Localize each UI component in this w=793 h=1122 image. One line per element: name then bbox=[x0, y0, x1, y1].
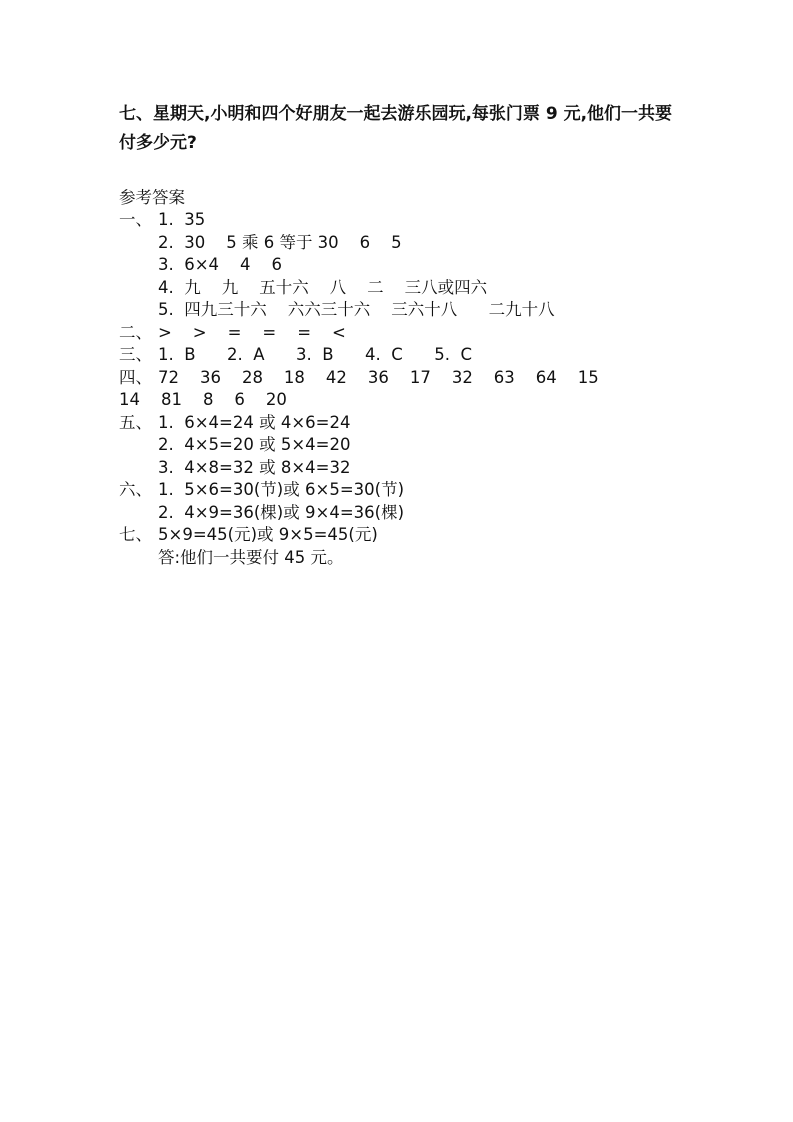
answer-text: 5. 四九三十六 六六三十六 三六十八 二九十八 bbox=[158, 300, 555, 319]
section-prefix: 七、 bbox=[119, 525, 152, 544]
answer-text: 2. 30 5 乘 6 等于 30 6 5 bbox=[158, 232, 402, 252]
answer-line bbox=[119, 412, 599, 435]
answer-line bbox=[119, 479, 599, 502]
answer-text: 答:他们一共要付 45 元。 bbox=[158, 547, 344, 567]
section-prefix: 二、 bbox=[119, 322, 152, 342]
answer-line bbox=[119, 434, 599, 457]
answer-line bbox=[119, 524, 599, 547]
answer-text: 1. 5×6=30(节)或 6×5=30(节) bbox=[158, 480, 405, 499]
answer-text: 14 81 8 6 20 bbox=[119, 390, 287, 409]
answer-line bbox=[119, 277, 599, 300]
answer-line bbox=[119, 367, 599, 390]
answer-text: 2. 4×5=20 或 5×4=20 bbox=[158, 435, 351, 454]
answer-line bbox=[119, 547, 599, 570]
section-prefix: 一、 bbox=[119, 210, 152, 229]
answer-line bbox=[119, 502, 599, 525]
answer-text: > > = = = < bbox=[158, 322, 346, 342]
answer-line bbox=[119, 209, 599, 232]
answer-text: 1. B 2. A 3. B 4. C 5. C bbox=[158, 345, 473, 364]
answer-text: 2. 4×9=36(棵)或 9×4=36(棵) bbox=[158, 502, 405, 522]
question-text: 七、星期天,小明和四个好朋友一起去游乐园玩,每张门票 9 元,他们一共要付多少元? bbox=[119, 104, 673, 153]
answer-key-title: 参考答案 bbox=[119, 188, 185, 207]
answer-text: 1. 6×4=24 或 4×6=24 bbox=[158, 412, 351, 432]
answer-line bbox=[119, 232, 599, 255]
answer-text: 5×9=45(元)或 9×5=45(元) bbox=[158, 525, 378, 544]
section-prefix: 三、 bbox=[119, 345, 152, 364]
section-prefix: 四、 bbox=[119, 367, 152, 387]
answer-line bbox=[119, 389, 599, 412]
answer-line bbox=[119, 344, 599, 367]
section-prefix: 五、 bbox=[119, 412, 152, 432]
answer-text: 3. 6×4 4 6 bbox=[158, 255, 283, 274]
answer-key bbox=[119, 186, 599, 569]
answer-text: 3. 4×8=32 或 8×4=32 bbox=[158, 457, 351, 477]
answer-line bbox=[119, 457, 599, 480]
answer-line bbox=[119, 322, 599, 345]
answer-text: 1. 35 bbox=[158, 210, 206, 229]
answer-text: 72 36 28 18 42 36 17 32 63 64 15 bbox=[158, 367, 599, 387]
answer-text: 4. 九 九 五十六 八 二 三八或四六 bbox=[158, 277, 488, 297]
answer-line bbox=[119, 299, 599, 322]
answer-line bbox=[119, 254, 599, 277]
section-prefix: 六、 bbox=[119, 480, 152, 499]
